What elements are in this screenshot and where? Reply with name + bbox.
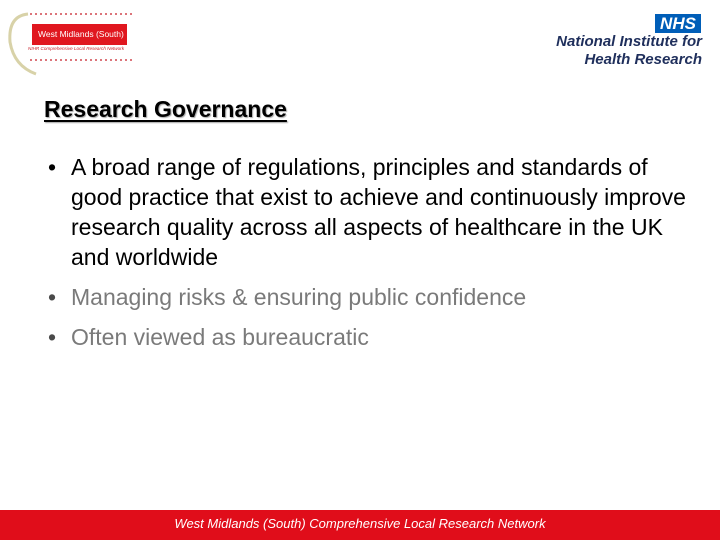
slide-title: Research Governance <box>44 96 287 122</box>
nhs-badge: NHS <box>655 14 701 33</box>
nihr-name-line1: National Institute for <box>556 33 702 50</box>
network-logo-tagline: NIHR Comprehensive Local Research Network <box>28 46 124 51</box>
network-logo <box>6 8 140 80</box>
footer-text: West Midlands (South) Comprehensive Local Research Network <box>174 516 546 531</box>
bullet-text: Often viewed as bureaucratic <box>71 324 369 350</box>
bullet-item <box>48 322 698 352</box>
bullet-text: Managing risks & ensuring public confidence <box>71 284 527 310</box>
bullet-dot-icon: • <box>48 154 57 180</box>
bullet-text: A broad range of regulations, principles and standards of good practice that exist to achieve and continuously improve research quality across all aspects of healthcare in the UK and worldwide <box>71 154 686 270</box>
bullet-item <box>48 152 698 272</box>
bullet-list <box>48 152 698 362</box>
bullet-item <box>48 282 698 312</box>
bullet-dot-icon: • <box>48 324 57 350</box>
bullet-dot-icon: • <box>48 284 57 310</box>
network-logo-name: West Midlands (South) <box>32 24 127 45</box>
nihr-name-line2: Health Research <box>584 51 702 68</box>
